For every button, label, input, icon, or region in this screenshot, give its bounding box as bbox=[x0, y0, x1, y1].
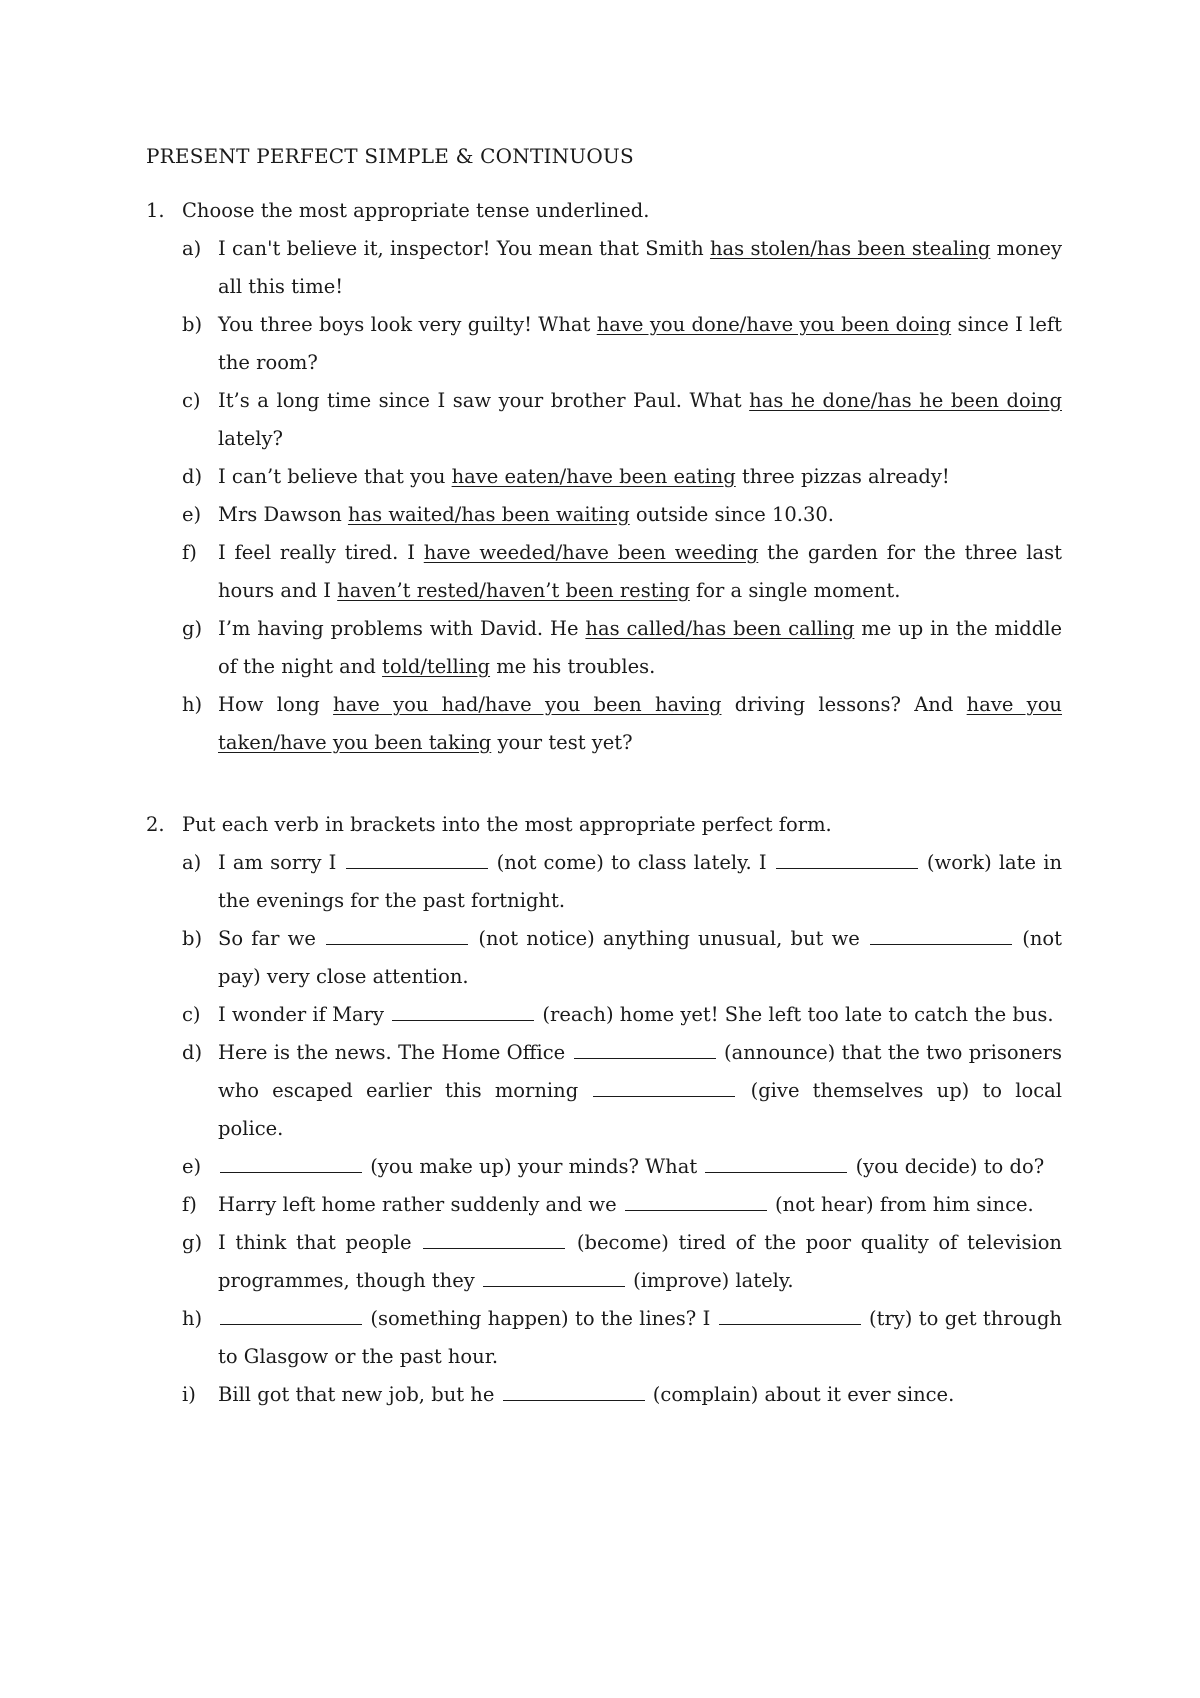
exercise-item bbox=[182, 458, 1062, 496]
exercise-item bbox=[182, 1300, 1062, 1376]
item-letter: d) bbox=[182, 465, 203, 488]
exercise-2-items bbox=[146, 844, 1062, 1414]
exercise-item bbox=[182, 1224, 1062, 1300]
sentence-text: (not hear) from him since. bbox=[768, 1193, 1034, 1216]
sentence-text: me up in the middle of the night and bbox=[218, 617, 1062, 678]
sentence-text: (try) to get through to Glasgow or the past hour. bbox=[218, 1307, 1062, 1368]
answer-blank[interactable] bbox=[574, 1036, 716, 1059]
answer-blank[interactable] bbox=[625, 1188, 767, 1211]
sentence-text: Here is the news. The Home Office bbox=[218, 1041, 572, 1064]
item-text bbox=[218, 382, 1062, 458]
exercise-item bbox=[182, 496, 1062, 534]
item-letter: h) bbox=[182, 693, 203, 716]
answer-blank[interactable] bbox=[220, 1150, 362, 1173]
item-text bbox=[218, 230, 1062, 306]
sentence-text: Harry left home rather suddenly and we bbox=[218, 1193, 623, 1216]
tense-options: haven’t rested/haven’t been resting bbox=[337, 579, 690, 602]
item-text bbox=[218, 686, 1062, 762]
tense-options: told/telling bbox=[382, 655, 491, 678]
instruction-text: Put each verb in brackets into the most appropriate perfect form. bbox=[182, 813, 832, 836]
item-letter: h) bbox=[182, 1307, 203, 1330]
sentence-text: You three boys look very guilty! What bbox=[218, 313, 597, 336]
answer-blank[interactable] bbox=[423, 1226, 565, 1249]
answer-blank[interactable] bbox=[870, 922, 1012, 945]
item-letter: e) bbox=[182, 1155, 202, 1178]
sentence-text: (something happen) to the lines? I bbox=[364, 1307, 717, 1330]
sentence-text: three pizzas already! bbox=[735, 465, 950, 488]
item-text bbox=[218, 1224, 1062, 1300]
sentence-text: It’s a long time since I saw your brother Paul. What bbox=[218, 389, 750, 412]
exercise-1 bbox=[146, 192, 1062, 762]
exercise-item bbox=[182, 920, 1062, 996]
sentence-text: Bill got that new job, but he bbox=[218, 1383, 501, 1406]
sentence-text: lately? bbox=[218, 427, 283, 450]
sentence-text: How long bbox=[218, 693, 334, 716]
answer-blank[interactable] bbox=[593, 1074, 735, 1097]
sentence-text: me his troubles. bbox=[490, 655, 656, 678]
item-text bbox=[218, 1034, 1062, 1148]
answer-blank[interactable] bbox=[705, 1150, 847, 1173]
page-title: PRESENT PERFECT SIMPLE & CONTINUOUS bbox=[146, 144, 634, 168]
tense-options: have weeded/have been weeding bbox=[423, 541, 759, 564]
item-text bbox=[218, 844, 1062, 920]
exercise-item bbox=[182, 1186, 1062, 1224]
item-letter: g) bbox=[182, 1231, 203, 1254]
item-letter: a) bbox=[182, 237, 202, 260]
exercise-number: 2. bbox=[146, 813, 165, 836]
tense-options: has he done/has he been doing bbox=[749, 389, 1062, 412]
item-text bbox=[218, 920, 1062, 996]
answer-blank[interactable] bbox=[346, 846, 488, 869]
sentence-text: I can't believe it, inspector! You mean that Smith bbox=[218, 237, 710, 260]
sentence-text: (improve) lately. bbox=[626, 1269, 794, 1292]
exercise-item bbox=[182, 1376, 1062, 1414]
item-letter: c) bbox=[182, 1003, 201, 1026]
item-text bbox=[218, 306, 1062, 382]
item-letter: g) bbox=[182, 617, 203, 640]
exercise-item bbox=[182, 382, 1062, 458]
sentence-text: (you make up) your minds? What bbox=[364, 1155, 704, 1178]
exercise-item bbox=[182, 534, 1062, 610]
item-text bbox=[218, 996, 1062, 1034]
answer-blank[interactable] bbox=[503, 1378, 645, 1401]
sentence-text: outside since 10.30. bbox=[629, 503, 835, 526]
exercise-2 bbox=[146, 806, 1062, 1414]
item-letter: i) bbox=[182, 1383, 196, 1406]
item-text bbox=[218, 1148, 1062, 1186]
sentence-text: (work) late in the evenings for the past fortnight. bbox=[218, 851, 1062, 912]
tense-options: have you done/have you been doing bbox=[596, 313, 952, 336]
item-letter: f) bbox=[182, 1193, 197, 1216]
tense-options: has called/has been calling bbox=[585, 617, 855, 640]
exercise-item bbox=[182, 1034, 1062, 1148]
exercise-1-items bbox=[146, 230, 1062, 762]
answer-blank[interactable] bbox=[392, 998, 534, 1021]
item-letter: a) bbox=[182, 851, 202, 874]
sentence-text: (give themselves up) to local police. bbox=[218, 1079, 1063, 1140]
item-letter: c) bbox=[182, 389, 201, 412]
sentence-text: (complain) about it ever since. bbox=[646, 1383, 955, 1406]
sentence-text: I think that people bbox=[218, 1231, 422, 1254]
exercise-item bbox=[182, 686, 1062, 762]
tense-options: have you taken/have you been taking bbox=[218, 693, 1062, 754]
exercise-item bbox=[182, 844, 1062, 920]
sentence-text: (not pay) very close attention. bbox=[218, 927, 1062, 988]
exercise-item bbox=[182, 1148, 1062, 1186]
sentence-text: Mrs Dawson bbox=[218, 503, 348, 526]
exercise-1-instruction bbox=[146, 192, 1062, 230]
tense-options: have eaten/have been eating bbox=[451, 465, 736, 488]
tense-options: have you had/have you been having bbox=[333, 693, 722, 716]
item-text bbox=[218, 610, 1062, 686]
answer-blank[interactable] bbox=[776, 846, 918, 869]
sentence-text: (not come) to class lately. I bbox=[489, 851, 774, 874]
item-text bbox=[218, 458, 1062, 496]
item-letter: b) bbox=[182, 313, 203, 336]
item-text bbox=[218, 1376, 1062, 1414]
exercise-item bbox=[182, 610, 1062, 686]
sentence-text: I can’t believe that you bbox=[218, 465, 452, 488]
sentence-text: I feel really tired. I bbox=[218, 541, 424, 564]
item-letter: f) bbox=[182, 541, 197, 564]
exercise-2-instruction bbox=[146, 806, 1062, 844]
item-text bbox=[218, 1186, 1062, 1224]
sentence-text: money all this time! bbox=[218, 237, 1062, 298]
exercise-number: 1. bbox=[146, 199, 165, 222]
sentence-text: the garden for the three last hours and I bbox=[218, 541, 1062, 602]
sentence-text: (not notice) anything unusual, but we bbox=[470, 927, 869, 950]
item-text bbox=[218, 1300, 1062, 1376]
sentence-text: I wonder if Mary bbox=[218, 1003, 391, 1026]
answer-blank[interactable] bbox=[719, 1302, 861, 1325]
exercise-item bbox=[182, 230, 1062, 306]
answer-blank[interactable] bbox=[483, 1264, 625, 1287]
item-text bbox=[218, 496, 1062, 534]
answer-blank[interactable] bbox=[326, 922, 468, 945]
exercise-item bbox=[182, 306, 1062, 382]
item-letter: b) bbox=[182, 927, 203, 950]
sentence-text: for a single moment. bbox=[689, 579, 901, 602]
sentence-text: I’m having problems with David. He bbox=[218, 617, 586, 640]
sentence-text: (you decide) to do? bbox=[849, 1155, 1045, 1178]
sentence-text: I am sorry I bbox=[218, 851, 344, 874]
answer-blank[interactable] bbox=[220, 1302, 362, 1325]
sentence-text: since I left the room? bbox=[218, 313, 1062, 374]
sentence-text: So far we bbox=[218, 927, 325, 950]
item-text bbox=[218, 534, 1062, 610]
exercise-item bbox=[182, 996, 1062, 1034]
sentence-text: (become) tired of the poor quality of television programmes, though they bbox=[218, 1231, 1062, 1292]
sentence-text: driving lessons? And bbox=[721, 693, 967, 716]
tense-options: has waited/has been waiting bbox=[347, 503, 630, 526]
tense-options: has stolen/has been stealing bbox=[709, 237, 991, 260]
sentence-text: (announce) that the two prisoners who escaped earlier this morning bbox=[218, 1041, 1062, 1102]
sentence-text: (reach) home yet! She left too late to catch the bus. bbox=[536, 1003, 1054, 1026]
item-letter: e) bbox=[182, 503, 202, 526]
instruction-text: Choose the most appropriate tense underlined. bbox=[182, 199, 650, 222]
sentence-text: your test yet? bbox=[491, 731, 633, 754]
item-letter: d) bbox=[182, 1041, 203, 1064]
